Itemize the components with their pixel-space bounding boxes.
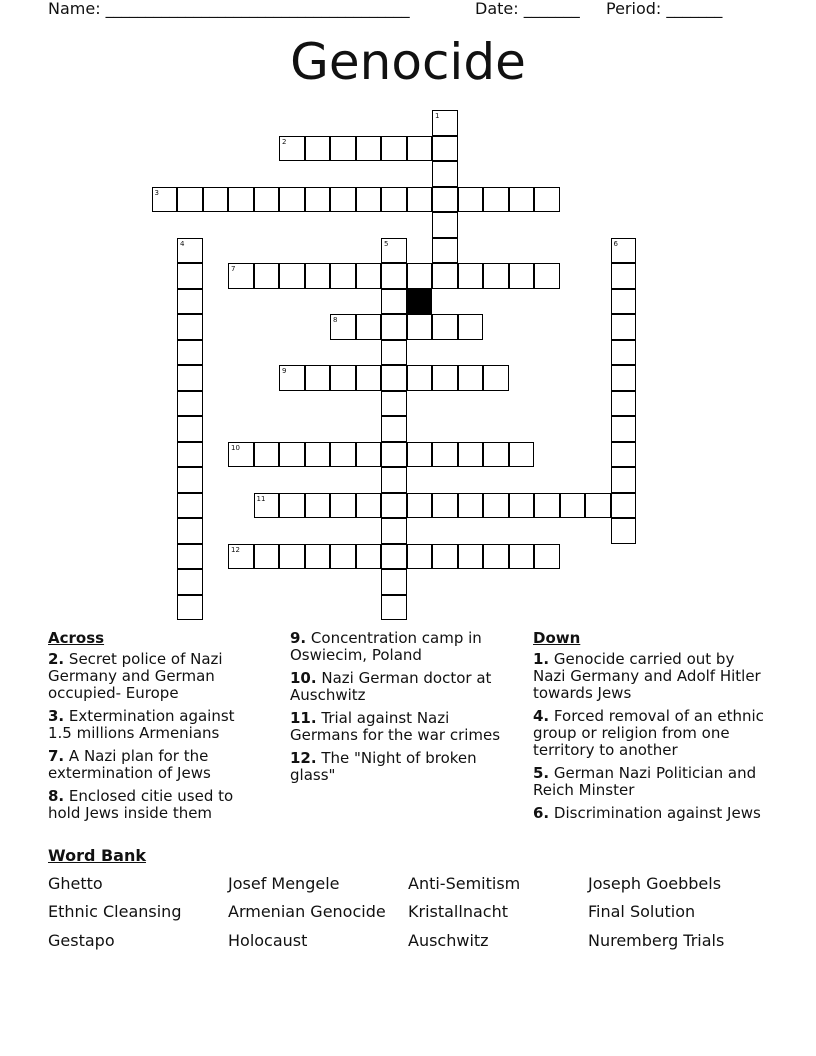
crossword-cell[interactable] [381,595,407,621]
crossword-cell[interactable] [381,518,407,544]
crossword-cell[interactable] [432,238,458,264]
clue-across-9: 9. Concentration camp in Oswiecim, Poland [290,629,482,664]
crossword-cell[interactable] [254,544,280,570]
crossword-cell[interactable] [432,544,458,570]
clue-down-6: 6. Discrimination against Jews [533,804,761,822]
crossword-cell[interactable] [509,263,535,289]
word-bank-item: Final Solution [588,902,696,921]
crossword-cell[interactable] [407,314,433,340]
crossword-cell[interactable] [330,365,356,391]
clue-across-8: 8. Enclosed citie used to hold Jews inside them [48,787,234,822]
crossword-cell[interactable] [228,263,254,289]
crossword-cell[interactable] [177,416,203,442]
crossword-cell[interactable] [534,544,560,570]
crossword-cell[interactable] [177,518,203,544]
crossword-cell[interactable] [483,442,509,468]
crossword-cell[interactable] [330,442,356,468]
crossword-cell[interactable] [254,442,280,468]
crossword-cell[interactable] [611,238,637,264]
crossword-cell[interactable] [305,493,331,519]
crossword-cell[interactable] [330,136,356,162]
crossword-cell[interactable] [228,442,254,468]
crossword-cell[interactable] [483,544,509,570]
crossword-cell[interactable] [611,340,637,366]
crossword-cell[interactable] [432,161,458,187]
crossword-cell[interactable] [381,314,407,340]
crossword-cell[interactable] [483,365,509,391]
clue-down-1: 1. Genocide carried out by Nazi Germany and Adolf Hitler towards Jews [533,650,761,702]
crossword-cell[interactable] [356,136,382,162]
crossword-cell[interactable] [432,365,458,391]
crossword-cell[interactable] [458,493,484,519]
clue-across-7: 7. A Nazi plan for the extermination of Jews [48,747,211,782]
clue-number: 9 [282,367,287,375]
crossword-cell[interactable] [509,493,535,519]
crossword-cell[interactable] [330,263,356,289]
crossword-cell[interactable] [305,365,331,391]
crossword-cell[interactable] [177,187,203,213]
crossword-cell[interactable] [330,187,356,213]
crossword-cell[interactable] [432,187,458,213]
word-bank-item: Armenian Genocide [228,902,386,921]
clue-number: 3 [154,188,159,197]
crossword-cell[interactable] [483,263,509,289]
crossword-cell[interactable] [177,391,203,417]
crossword-cell[interactable] [458,544,484,570]
crossword-cell[interactable] [458,187,484,213]
crossword-cell[interactable] [381,467,407,493]
word-bank-item: Anti-Semitism [408,874,521,893]
down-clues [533,630,768,828]
clue-down-4: 4. Forced removal of an ethnic group or religion from one territory to another [533,707,764,759]
crossword-cell[interactable] [611,391,637,417]
crossword-cell[interactable] [509,442,535,468]
word-bank-item: Gestapo [48,931,115,950]
clue-down-5: 5. German Nazi Politician and Reich Minster [533,764,757,799]
word-bank-item: Josef Mengele [228,874,340,893]
word-bank-title: Word Bank [48,846,147,865]
crossword-cell[interactable] [177,340,203,366]
crossword-cell[interactable] [177,442,203,468]
clue-number: 5 [384,239,389,248]
clue-number: 8 [333,316,338,324]
crossword-cell[interactable] [585,493,611,519]
crossword-cell[interactable] [381,340,407,366]
crossword-cell[interactable] [254,187,280,213]
crossword-cell[interactable] [509,544,535,570]
crossword-cell[interactable] [458,263,484,289]
period-field[interactable]: Period: _______ [606,0,723,18]
crossword-cell[interactable] [279,544,305,570]
crossword-cell[interactable] [279,365,305,391]
page-title: Genocide [290,33,526,91]
crossword-cell[interactable] [305,263,331,289]
word-bank-item: Joseph Goebbels [588,874,722,893]
crossword-cell[interactable] [177,467,203,493]
crossword-cell[interactable] [228,187,254,213]
clue-across-11: 11. Trial against Nazi Germans for the war crimes [290,709,501,744]
crossword-cell[interactable] [509,187,535,213]
crossword-cell[interactable] [177,493,203,519]
across-clues-col2 [290,630,515,790]
crossword-cell[interactable] [407,442,433,468]
crossword-cell[interactable] [279,136,305,162]
crossword-cell[interactable] [458,365,484,391]
crossword-cell[interactable] [254,493,280,519]
crossword-cell[interactable] [432,212,458,238]
crossword-cell[interactable] [177,595,203,621]
crossword-cell[interactable] [534,263,560,289]
crossword-cell[interactable] [203,187,229,213]
clue-number: 11 [256,494,266,503]
crossword-cell[interactable] [381,238,407,264]
crossword-cell[interactable] [611,518,637,544]
clue-number: 4 [180,239,185,248]
crossword-cell[interactable] [407,263,433,289]
crossword-cell[interactable] [407,544,433,570]
clue-number: 10 [231,443,240,452]
crossword-cell[interactable] [611,263,637,289]
crossword-cell[interactable] [432,263,458,289]
crossword-cell[interactable] [483,493,509,519]
crossword-cell[interactable] [381,263,407,289]
word-bank-item: Nuremberg Trials [588,931,725,950]
crossword-cell[interactable] [177,365,203,391]
crossword-cell[interactable] [177,314,203,340]
clue-across-10: 10. Nazi German doctor at Auschwitz [290,669,492,704]
across-clues-col1 [48,630,253,828]
crossword-cell[interactable] [381,569,407,595]
clue-number: 1 [435,112,440,120]
crossword-cell[interactable] [356,544,382,570]
crossword-cell[interactable] [432,493,458,519]
crossword-cell[interactable] [381,493,407,519]
crossword-cell[interactable] [177,289,203,315]
word-bank-item: Ghetto [48,874,103,893]
crossword-cell[interactable] [356,493,382,519]
crossword-cell[interactable] [611,467,637,493]
crossword-cell[interactable] [177,238,203,264]
crossword-cell[interactable] [279,442,305,468]
clue-number: 6 [613,239,618,248]
crossword-cell[interactable] [458,314,484,340]
date-field[interactable]: Date: _______ [475,0,580,18]
crossword-cell[interactable] [534,187,560,213]
word-bank-item: Auschwitz [408,931,489,950]
crossword-cell[interactable] [177,544,203,570]
crossword-cell[interactable] [330,314,356,340]
crossword-cell[interactable] [381,416,407,442]
crossword-cell[interactable] [305,442,331,468]
crossword-cell[interactable] [305,187,331,213]
crossword-cell[interactable] [381,391,407,417]
crossword-cell[interactable] [279,187,305,213]
crossword-cell[interactable] [611,289,637,315]
crossword-cell[interactable] [177,263,203,289]
down-heading: Down [533,629,581,647]
name-field[interactable]: Name: ______________________________________ [48,0,410,18]
clue-number: 7 [231,265,236,273]
crossword-cell[interactable] [407,136,433,162]
crossword-cell[interactable] [407,493,433,519]
crossword-cell[interactable] [483,187,509,213]
clue-number: 12 [231,545,240,554]
clue-across-3: 3. Extermination against 1.5 millions Armenians [48,707,235,742]
crossword-cell[interactable] [177,569,203,595]
crossword-cell[interactable] [356,314,382,340]
crossword-cell[interactable] [407,365,433,391]
crossword-cell[interactable] [279,493,305,519]
crossword-cell[interactable] [330,493,356,519]
crossword-cell[interactable] [254,263,280,289]
black-cell [407,289,433,315]
crossword-cell[interactable] [534,493,560,519]
crossword-cell[interactable] [305,544,331,570]
crossword-cell[interactable] [279,263,305,289]
crossword-cell[interactable] [381,136,407,162]
crossword-cell[interactable] [381,442,407,468]
clue-across-2: 2. Secret police of Nazi Germany and German occupied- Europe [48,650,223,702]
crossword-cell[interactable] [152,187,178,213]
crossword-cell[interactable] [330,544,356,570]
crossword-cell[interactable] [560,493,586,519]
crossword-cell[interactable] [611,365,637,391]
crossword-cell[interactable] [432,110,458,136]
crossword-cell[interactable] [381,544,407,570]
crossword-cell[interactable] [611,314,637,340]
clue-number: 2 [282,137,287,146]
crossword-cell[interactable] [407,187,433,213]
crossword-cell[interactable] [611,442,637,468]
crossword-cell[interactable] [611,416,637,442]
word-bank-item: Ethnic Cleansing [48,902,182,921]
crossword-cell[interactable] [432,136,458,162]
word-bank-item: Holocaust [228,931,308,950]
crossword-cell[interactable] [432,314,458,340]
word-bank-item: Kristallnacht [408,902,508,921]
crossword-cell[interactable] [381,289,407,315]
crossword-cell[interactable] [458,442,484,468]
crossword-cell[interactable] [356,442,382,468]
across-heading: Across [48,629,105,647]
crossword-cell[interactable] [305,136,331,162]
crossword-cell[interactable] [228,544,254,570]
crossword-cell[interactable] [381,365,407,391]
crossword-cell[interactable] [356,187,382,213]
crossword-cell[interactable] [611,493,637,519]
crossword-cell[interactable] [381,187,407,213]
crossword-cell[interactable] [356,263,382,289]
crossword-cell[interactable] [356,365,382,391]
crossword-cell[interactable] [432,442,458,468]
clue-across-12: 12. The "Night of broken glass" [290,749,477,784]
